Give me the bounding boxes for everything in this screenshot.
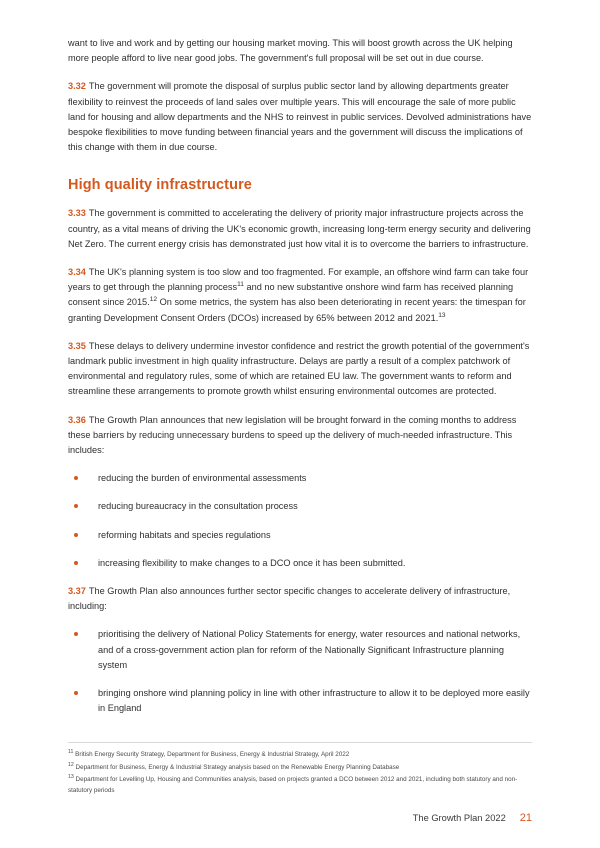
list-item-text: reducing bureaucracy in the consultation process: [98, 501, 298, 512]
footnote-13: [68, 775, 532, 796]
page-content: [68, 36, 532, 717]
footnote-number: 11: [68, 748, 74, 755]
paragraph-number: 3.32: [68, 81, 86, 92]
list-item: [68, 528, 532, 543]
footnote-text: Department for Levelling Up, Housing and Communities analysis, based on projects granted a DCO between 2012 and 2021, including both statutory and non-statutory periods: [68, 776, 518, 794]
paragraph-3-37: [68, 584, 532, 614]
paragraph-number: 3.33: [68, 208, 86, 219]
paragraph-3-36: [68, 413, 532, 459]
paragraph-number: 3.37: [68, 586, 86, 597]
page-footer: [68, 812, 532, 824]
bullet-list-legislation-measures: [68, 471, 532, 571]
footnote-divider: [68, 742, 532, 743]
footnote-text: Department for Business, Energy & Industrial Strategy analysis based on the Renewable Energy Planning Database: [75, 763, 400, 771]
paragraph-text: The Growth Plan announces that new legislation will be brought forward in the coming months to address these barriers by reducing unnecessary burdens to speed up the delivery of much-needed infrastructure. This includes:: [68, 414, 517, 456]
list-item-text: reducing the burden of environmental assessments: [98, 473, 307, 484]
paragraph-3-34: [68, 265, 532, 326]
paragraph-text: These delays to delivery undermine investor confidence and restrict the growth potential of the government's landmark public investment in high quality infrastructure. Delays are partly a result of a complex patchwork of environmental and regulatory rules, some of which are retained EU law. The government wants to reform and streamline these arrangements to promote growth whilst ensuring environmental outcomes are protected.: [68, 340, 530, 397]
paragraph-text: The government will promote the disposal of surplus public sector land by allowing departments greater flexibility to reinvest the proceeds of land sales over multiple years. This will encourage the sale of more public land for housing and allow departments and the NHS to reinvest in public services. Devolved administrations have bespoke flexibilities to move funding between financial years and the government will discuss the implications of this change with them in due course.: [68, 81, 532, 153]
paragraph-text-part-b: and no new substantive onshore wind farm has received planning consent since 2015.: [68, 282, 514, 308]
list-item-text: bringing onshore wind planning policy in line with other infrastructure to allow it to be deployed more easily in England: [98, 688, 530, 714]
footnote-11: [68, 750, 532, 761]
section-heading-high-quality-infrastructure: High quality infrastructure: [68, 177, 252, 194]
footnote-number: 12: [68, 761, 74, 768]
bullet-dot-icon: [74, 632, 78, 636]
paragraph-text-part-c: On some metrics, the system has also been deteriorating in recent years: the timespan for granting Development Consent Orders (DCOs) increased by 65% between 2012 and 2021.: [68, 297, 526, 323]
list-item-text: prioritising the delivery of National Policy Statements for energy, water resources and national networks, and of a cross-government action plan for reform of the Nationally Significant Infrastructure planning system: [98, 629, 521, 670]
paragraph-3-32: [68, 79, 532, 155]
footnote-text: British Energy Security Strategy, Department for Business, Energy & Industrial Strategy, April 2022: [75, 751, 350, 758]
paragraph-number: 3.35: [68, 340, 86, 351]
bullet-dot-icon: [74, 504, 78, 508]
footnote-12: [68, 763, 532, 774]
footnote-number: 13: [68, 773, 74, 780]
paragraph-number: 3.34: [68, 267, 86, 278]
paragraph-3-35: [68, 339, 532, 400]
bullet-dot-icon: [74, 691, 78, 695]
footer-document-title: The Growth Plan 2022: [412, 813, 506, 823]
footnote-marker-13: 13: [438, 311, 446, 319]
footnote-marker-12: 12: [149, 296, 158, 304]
paragraph-text-part-a: The UK's planning system is too slow and too fragmented. For example, an offshore wind farm can take four years to get through the planning process: [68, 267, 529, 293]
list-item: [68, 686, 532, 716]
footnotes-section: [68, 750, 532, 798]
bullet-list-sector-changes: [68, 627, 532, 716]
list-item-text: reforming habitats and species regulations: [98, 529, 271, 540]
paragraph-text: The Growth Plan also announces further sector specific changes to accelerate delivery of infrastructure, including:: [68, 586, 511, 612]
bullet-dot-icon: [74, 561, 78, 565]
paragraph-3-33: [68, 206, 532, 252]
bullet-dot-icon: [74, 476, 78, 480]
list-item: [68, 471, 532, 486]
list-item: [68, 499, 532, 514]
paragraph-number: 3.36: [68, 414, 86, 425]
paragraph-text: The government is committed to accelerating the delivery of priority major infrastructure projects across the country, as a vital means of driving the UK's economic growth, increasing long-term energy security and delivering Net Zero. The current energy crisis has demonstrated just how vital it is to overcome the barriers to infrastructure.: [68, 208, 531, 249]
paragraph-continued: want to live and work and by getting our housing market moving. This will boost growth across the UK helping more people afford to live near good jobs. The government's full proposal will be set out in due course.: [68, 38, 513, 64]
footer-page-number: 21: [519, 812, 532, 824]
bullet-dot-icon: [74, 533, 78, 537]
list-item-text: increasing flexibility to make changes to a DCO once it has been submitted.: [98, 557, 406, 568]
list-item: [68, 627, 532, 673]
footnote-marker-11: 11: [237, 281, 244, 289]
list-item: [68, 556, 532, 571]
